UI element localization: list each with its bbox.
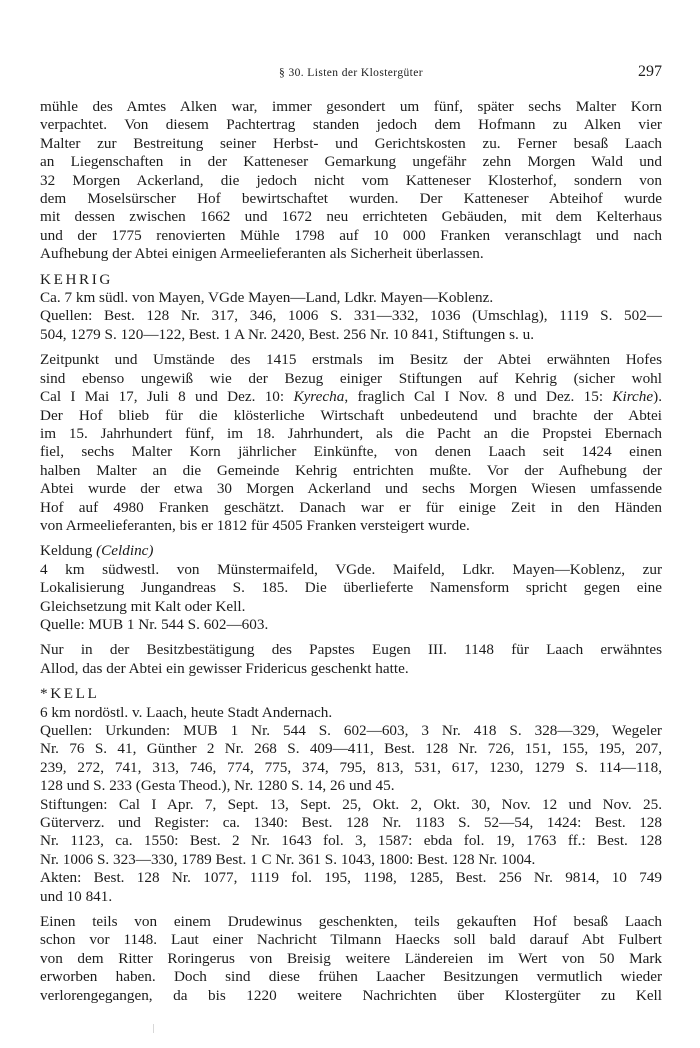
text-line: Aufhebung der Abtei einigen Armeelieferanten als Sicherheit überlassen. <box>40 245 484 263</box>
text-line: Allod, das der Abtei ein gewisser Fridericus geschenkt hatte. <box>40 659 409 677</box>
text-line: Malter zur Bestreitung seiner Herbst- und Gerichtskosten zu. Ferner besaß Laach <box>40 134 662 152</box>
text-line: sind ebenso ungewiß wie der Bezug einiger Stiftungen auf Kehrig (sicher wohl <box>40 369 662 387</box>
entry-heading-variant: (Celdinc) <box>96 542 154 560</box>
text-line: Lokalisierung Jungandreas S. 185. Die überlieferte Namensform spricht gegen eine <box>40 579 662 597</box>
text-line: Akten: Best. 128 Nr. 1077, 1119 fol. 195, 1198, 1285, Best. 256 Nr. 9814, 10 749 <box>40 869 662 887</box>
paragraph <box>40 641 662 678</box>
entry-heading-name: Keldung <box>40 542 93 560</box>
text-line: erworben haben. Doch sind diese frühen Laacher Besitzungen vermutlich wieder <box>40 968 662 986</box>
footer-mark <box>153 1024 154 1033</box>
text-line: und der 1775 renovierten Mühle 1798 auf 10 000 Franken veranschlagt und nach <box>40 226 662 244</box>
italic-term: Kyrecha <box>293 388 345 406</box>
text-line: an Liegenschaften in der Katteneser Gemarkung ungefähr zehn Morgen Wald und <box>40 153 662 171</box>
text-line: verlorengegangen, da bis 1220 weitere Nachrichten über Klostergüter zu Kell <box>40 986 662 1004</box>
text-line: und 10 841. <box>40 887 113 905</box>
text-line: fiel, sechs Malter Korn jährlicher Einkünfte, von denen Laach seit 1424 einen <box>40 443 662 461</box>
running-head <box>40 64 662 86</box>
entry-kehrig <box>40 271 662 345</box>
text-line: Nr. 76 S. 41, Günther 2 Nr. 268 S. 409—411, Best. 128 Nr. 726, 151, 155, 195, 207, <box>40 740 662 758</box>
text-line: Nur in der Besitzbestätigung des Papstes Eugen III. 1148 für Laach erwähntes <box>40 641 662 659</box>
text-line: dem Moselsürscher Hof bewirtschaftet wurden. Der Katteneser Abteihof wurde <box>40 190 662 208</box>
text-line: schon vor 1148. Laut einer Nachricht Tilmann Haecks soll bald darauf Abt Fulbert <box>40 931 662 949</box>
text-line: Gleichsetzung mit Kalt oder Kell. <box>40 597 246 615</box>
text-line: im 15. Jahrhundert fünf, im 18. Jahrhundert, als die Pacht an die Propstei Ebernach <box>40 424 662 442</box>
text-line: 239, 272, 741, 313, 746, 774, 775, 374, 795, 813, 531, 617, 1230, 1279 S. 114—118, <box>40 758 662 776</box>
paragraph <box>40 913 662 1005</box>
text-line: Güterverz. und Register: ca. 1340: Best. 128 Nr. 1183 S. 52—54, 1424: Best. 128 <box>40 814 662 832</box>
text-line: Stiftungen: Cal I Apr. 7, Sept. 13, Sept. 25, Okt. 2, Okt. 30, Nov. 12 und Nov. 25. <box>40 795 662 813</box>
entry-kell <box>40 685 662 906</box>
text-line: verpachtet. Von diesem Pachtertrag standen jedoch dem Hofmann zu Alken vier <box>40 116 662 134</box>
text-line: Quellen: Urkunden: MUB 1 Nr. 544 S. 602—603, 3 Nr. 418 S. 328—329, Wegeler <box>40 722 662 739</box>
entry-keldung <box>40 542 662 634</box>
italic-term: Kirche <box>612 388 654 406</box>
paragraph <box>40 351 662 535</box>
text-line: Quellen: Best. 128 Nr. 317, 346, 1006 S. 331—332, 1036 (Umschlag), 1119 S. 502— <box>40 307 662 325</box>
text-line: Der Hof blieb für die klösterliche Wirtschaft unbedeutend und brachte der Abtei <box>40 406 662 424</box>
text-line: mit dessen zwischen 1662 und 1672 neu errichteten Gebäuden, mit dem Kelterhaus <box>40 208 662 226</box>
text-line: Zeitpunkt und Umstände des 1415 erstmals im Besitz der Abtei erwähnten Hofes <box>40 351 662 369</box>
text-line: Nr. 1006 S. 323—330, 1789 Best. 1 C Nr. 361 S. 1043, 1800: Best. 128 Nr. 1004. <box>40 850 536 868</box>
entry-heading: KEHRIG <box>40 270 113 288</box>
text-line: von dem Ritter Roringerus von Breisig weitere Ländereien im Wert von 50 Mark <box>40 949 662 967</box>
text-line: Cal I Mai 17, Juli 8 und Dez. 10: Kyrecha, fraglich Cal I Nov. 8 und Dez. 15: Kirche). <box>40 388 662 406</box>
text-line: 32 Morgen Ackerland, die jedoch nicht vom Katteneser Klosterhof, sondern von <box>40 171 662 189</box>
text-line: 128 und S. 233 (Gesta Theod.), Nr. 1280 S. 14, 26 und 45. <box>40 777 395 795</box>
page-body <box>40 98 662 1005</box>
text-line: 4 km südwestl. von Münstermaifeld, VGde. Maifeld, Ldkr. Mayen—Koblenz, zur <box>40 560 662 578</box>
entry-heading: *KELL <box>40 685 100 703</box>
running-head-title: § 30. Listen der Klostergüter <box>279 67 423 79</box>
text-line: Abtei wurde der etwa 30 Morgen Ackerland und sechs Morgen Wiesen umfassende <box>40 480 662 498</box>
text-line: Einen teils von einem Drudewinus geschenkten, teils gekauften Hof besaß Laach <box>40 913 662 931</box>
text-line: Hof auf 4980 Franken geschätzt. Danach war er für einige Zeit in den Händen <box>40 498 662 516</box>
text-line: Quelle: MUB 1 Nr. 544 S. 602—603. <box>40 615 269 633</box>
text-line: 504, 1279 S. 120—122, Best. 1 A Nr. 2420, Best. 256 Nr. 10 841, Stiftungen s. u. <box>40 325 535 343</box>
page-number: 297 <box>638 63 662 80</box>
text-line: mühle des Amtes Alken war, immer gesondert um fünf, später sechs Malter Korn <box>40 98 662 115</box>
text-line: 6 km nordöstl. v. Laach, heute Stadt Andernach. <box>40 703 333 721</box>
text-line: von Armeelieferanten, bis er 1812 für 4505 Franken versteigert wurde. <box>40 516 470 534</box>
text-line: halben Malter an die Gemeinde Kehrig entrichten mußte. Vor der Aufhebung der <box>40 461 662 479</box>
text-line: Ca. 7 km südl. von Mayen, VGde Mayen—Land, Ldkr. Mayen—Koblenz. <box>40 289 494 307</box>
entry-heading <box>40 542 662 560</box>
text-line: Nr. 1123, ca. 1550: Best. 2 Nr. 1643 fol. 3, 1587: ebda fol. 19, 1763 ff.: Best. 128 <box>40 832 662 850</box>
paragraph <box>40 98 662 264</box>
